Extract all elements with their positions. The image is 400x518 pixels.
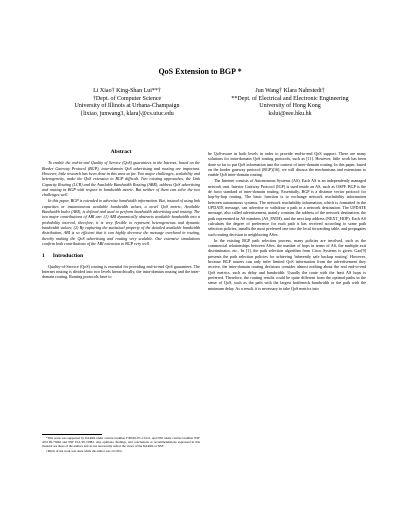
right-column — [208, 151, 366, 291]
body-paragraph: be QoS-aware in both levels in order to provide end-to-end QoS support. There are many solutions for intra-domain QoS routing protocols, such as [11]. However, little work has been done so far to put QoS information into the context of inter-domain routing. In this paper, based on the border gateway protocol (BGP)[16], we will discuss the mechanisms and extensions to enable QoS inter-domain routing. — [208, 151, 366, 178]
affiliation-left — [52, 88, 202, 118]
body-paragraph: In the existing BGP path selection process, many policies are involved, such as the commercial relationships between ASes, the number of hops in terms of AS, the multiple exit discriminator, etc.. In [1], the path selection algorithm from Cisco Systems is given. Gao[9] presents the path selection policies for achieving 'inherently safe backup routing'. However, because BGP routers can only infer limited QoS information from the advertisement they receive, the inter-domain routing decisions consider almost nothing about the real end-to-end QoS metrics, such as delay and bandwidth. Usually the route with the least AS hops is preferred. Therefore, the routing results could be quite different from the optimal paths in the sense of QoS, such as the path with the largest bottleneck bandwidth or the path with the minimum delay. As a result, it is necessary to take QoS metrics into — [208, 237, 366, 291]
affiliation-right — [205, 88, 375, 118]
footnote: *This work was supported by DARPA under contract number F30602-97-2-0121, and NSF under contract number NSF ANI 99-73862 and NSF EIA 99-72884. Any opinions, findings, and conclusions or recommendations expressed in this material are those of the authors and do not necessarily reflect the views of the DARPA or NSF. — [42, 436, 200, 448]
left-column — [42, 150, 200, 280]
abstract-paragraph: In this paper, BGP is extended to advertise bandwidth information. But, instead of using link capacities or instantaneous available bandwidth values, a novel QoS metric, Available Bandwidth Index (ABI), is defined and used to perform bandwidth advertising and routing. The two major contributions of ABI are: (1) ABI dynamically abstracts available bandwidth into a probability interval, therefore, it is very flexible to represent heterogeneous and dynamic bandwidth values; (2) By capturing the statistical property of the detailed available bandwidth distribution, ABI is so efficient that it can highly decrease the message overhead in routing, thereby making the QoS advertising and routing very scalable. Our extensive simulations confirm both contributions of the ABI extension to BGP very well. — [42, 198, 200, 246]
emails-left: {lixiao, junwang3, klara}@cs.uiuc.edu — [80, 110, 174, 117]
body-paragraph: Quality-of-Service (QoS) routing is essential for providing end-to-end QoS guarantees. The Internet routing is divided into two levels hierarchically, the intra-domain routing and the inter-domain routing. Routing protocols have to — [42, 263, 200, 280]
abstract-heading: Abstract — [110, 149, 132, 155]
section-heading — [42, 254, 200, 259]
footnotes — [42, 434, 200, 455]
section-title: Introduction — [52, 253, 84, 260]
authors-right: Jun Wang† Klara Nahrstedt† — [255, 88, 325, 94]
body-paragraph: The Internet consists of Autonomous Systems (AS). Each AS is an independently managed network unit. Interior Gateway Protocol (IGP) is used inside an AS, such as OSPF. BGP is the de facto standard of inter-domain routing. Essentially, BGP is a distance vector protocol for hop-by-hop routing. The basic function is to exchange network reachability information between autonomous systems. The network reachability information, which is formatted in the UPDATE message, can advertise or withdraw a path to a network destination. The UPDATE message, also called advertisement, mainly contains the address of the network destination, the path represented in AS numbers (AS_PATH), and the next hop address (NEXT_HOP). Each AS calculates the degree of preference for each path it has received according to some path selection policies, installs the most preferred one into the local forwarding table, and propagates such routing decision to neighboring ASes. — [208, 178, 366, 237]
abstract-paragraph: To enable the end-to-end Quality of Service (QoS) guarantees in the Internet, based on the Border Gateway Protocol (BGP), inter-domain QoS advertising and routing are important. However, little research has been done in this area so far. Two major challenges, scalability and heterogeneity, make the QoS extension to BGP difficult. Two existing approaches, the Link Capacity Routing (LCR) and the Available Bandwidth Routing (ABR), address QoS advertising and routing in BGP with respect to bandwidth metric. But neither of them can solve the two challenges well. — [42, 160, 200, 198]
paper-title: QoS Extension to BGP * — [158, 67, 242, 76]
abstract — [42, 160, 200, 246]
footnote: †Much of the work was done while the author was at UIUC. — [46, 448, 124, 453]
institution-right: University of Hong Kong — [259, 103, 321, 109]
department-left: †Dept. of Computer Science — [92, 95, 162, 102]
emails-right: kslui@eee.hku.hk — [268, 110, 312, 117]
section-number: 1 — [42, 253, 45, 260]
authors-left: Li Xiao† King-Shan Lui**† — [93, 88, 161, 94]
footnote-rule — [42, 434, 102, 435]
institution-left: University of Illinois at Urbana-Champaign — [74, 103, 180, 109]
department-right: **Dept. of Electrical and Electronic Engineering — [231, 95, 349, 102]
